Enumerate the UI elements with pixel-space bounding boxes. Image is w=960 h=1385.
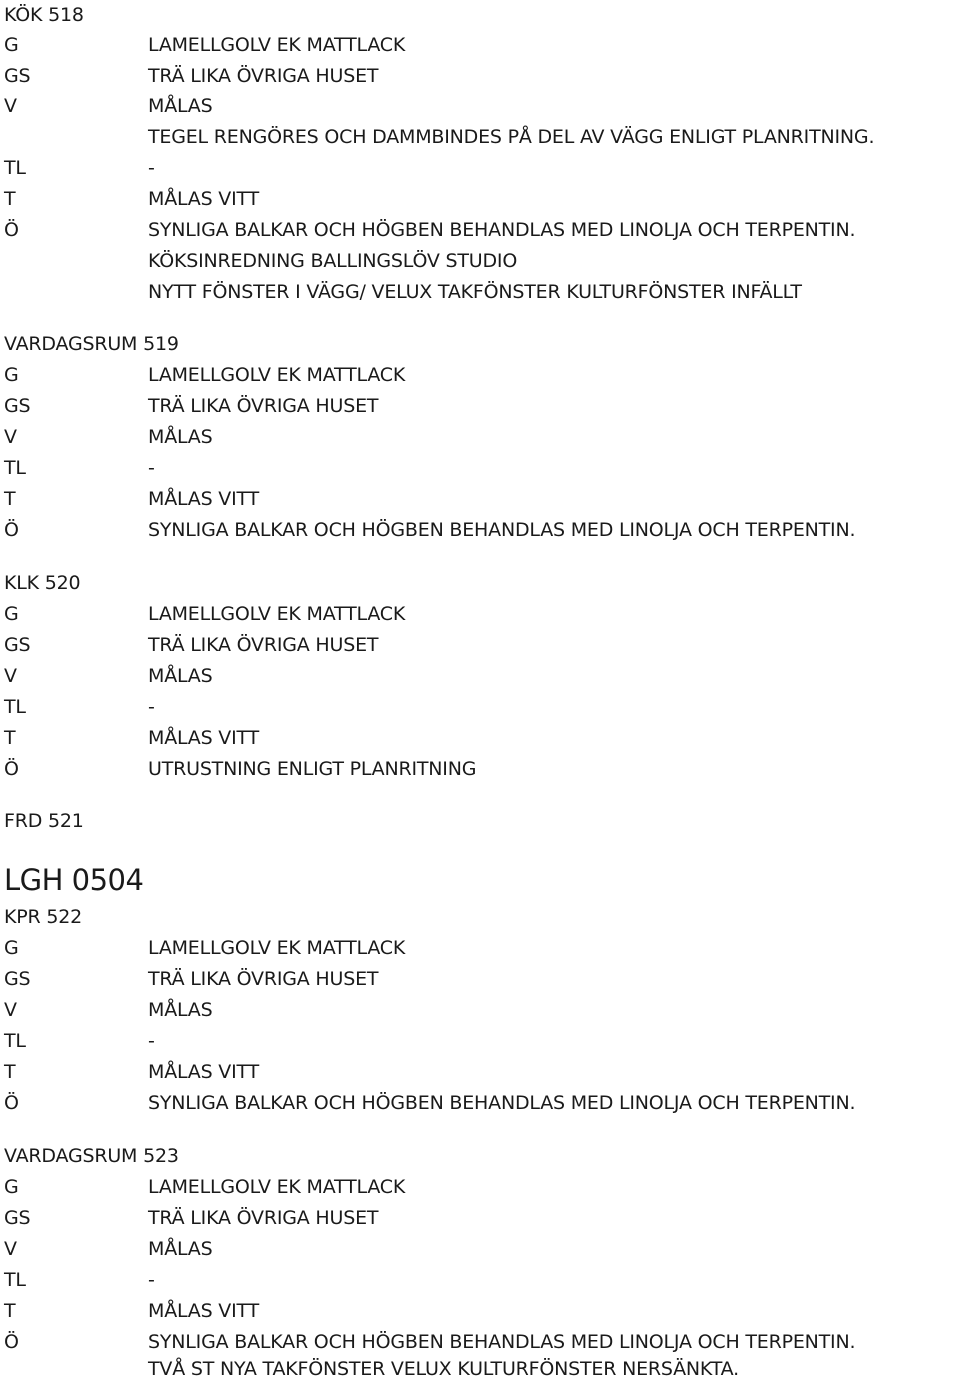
row-text: -: [148, 157, 155, 179]
row-code: V: [4, 426, 17, 448]
room-heading-frd-521: FRD 521: [4, 810, 84, 832]
row-code: GS: [4, 395, 31, 417]
row-text: KÖKSINREDNING BALLINGSLÖV STUDIO: [148, 250, 518, 272]
row-text: LAMELLGOLV EK MATTLACK: [148, 603, 406, 625]
row-code: TL: [4, 157, 26, 179]
row-code: V: [4, 665, 17, 687]
row-text: NYTT FÖNSTER I VÄGG/ VELUX TAKFÖNSTER KULTURFÖNSTER INFÄLLT: [148, 281, 802, 303]
row-text: UTRUSTNING ENLIGT PLANRITNING: [148, 758, 477, 780]
row-code: Ö: [4, 1092, 19, 1114]
row-code: TL: [4, 1269, 26, 1291]
row-code: Ö: [4, 758, 19, 780]
room-heading-vardagsrum-519: VARDAGSRUM 519: [4, 333, 179, 355]
row-code: TL: [4, 457, 26, 479]
row-code: V: [4, 95, 17, 117]
row-text: MÅLAS VITT: [148, 188, 259, 210]
row-text: MÅLAS VITT: [148, 1061, 259, 1083]
row-code: TL: [4, 1030, 26, 1052]
row-code: T: [4, 188, 16, 210]
room-heading-klk-520: KLK 520: [4, 572, 81, 594]
row-code: Ö: [4, 1331, 19, 1353]
row-code: V: [4, 999, 17, 1021]
row-text: SYNLIGA BALKAR OCH HÖGBEN BEHANDLAS MED LINOLJA OCH TERPENTIN.: [148, 1092, 856, 1114]
row-code: TL: [4, 696, 26, 718]
row-text: TVÅ ST NYA TAKFÖNSTER VELUX KULTURFÖNSTER NERSÄNKTA.: [148, 1358, 739, 1380]
row-text: TRÄ LIKA ÖVRIGA HUSET: [148, 968, 379, 990]
row-text: TRÄ LIKA ÖVRIGA HUSET: [148, 634, 379, 656]
row-text: LAMELLGOLV EK MATTLACK: [148, 364, 406, 386]
row-text: MÅLAS: [148, 95, 213, 117]
row-text: -: [148, 457, 155, 479]
row-text: MÅLAS: [148, 426, 213, 448]
row-code: GS: [4, 65, 31, 87]
row-text: -: [148, 696, 155, 718]
row-code: GS: [4, 968, 31, 990]
room-heading-vardagsrum-523: VARDAGSRUM 523: [4, 1145, 179, 1167]
row-text: TEGEL RENGÖRES OCH DAMMBINDES PÅ DEL AV VÄGG ENLIGT PLANRITNING.: [148, 126, 875, 148]
row-code: G: [4, 34, 19, 56]
row-text: TRÄ LIKA ÖVRIGA HUSET: [148, 395, 379, 417]
row-code: Ö: [4, 519, 19, 541]
row-text: LAMELLGOLV EK MATTLACK: [148, 937, 406, 959]
row-text: MÅLAS VITT: [148, 727, 259, 749]
row-code: GS: [4, 1207, 31, 1229]
row-code: T: [4, 1300, 16, 1322]
row-text: -: [148, 1030, 155, 1052]
row-code: GS: [4, 634, 31, 656]
row-code: G: [4, 603, 19, 625]
room-heading-kpr-522: KPR 522: [4, 906, 83, 928]
row-text: MÅLAS: [148, 665, 213, 687]
row-text: TRÄ LIKA ÖVRIGA HUSET: [148, 1207, 379, 1229]
row-text: SYNLIGA BALKAR OCH HÖGBEN BEHANDLAS MED LINOLJA OCH TERPENTIN.: [148, 519, 856, 541]
row-text: MÅLAS VITT: [148, 488, 259, 510]
row-text: SYNLIGA BALKAR OCH HÖGBEN BEHANDLAS MED LINOLJA OCH TERPENTIN.: [148, 1331, 856, 1353]
row-text: SYNLIGA BALKAR OCH HÖGBEN BEHANDLAS MED LINOLJA OCH TERPENTIN.: [148, 219, 856, 241]
row-code: Ö: [4, 219, 19, 241]
row-code: G: [4, 364, 19, 386]
row-text: MÅLAS VITT: [148, 1300, 259, 1322]
row-code: V: [4, 1238, 17, 1260]
row-text: MÅLAS: [148, 1238, 213, 1260]
row-code: G: [4, 937, 19, 959]
row-code: G: [4, 1176, 19, 1198]
row-text: TRÄ LIKA ÖVRIGA HUSET: [148, 65, 379, 87]
row-code: T: [4, 727, 16, 749]
room-heading-kok-518: KÖK 518: [4, 4, 84, 26]
row-text: -: [148, 1269, 155, 1291]
row-text: LAMELLGOLV EK MATTLACK: [148, 34, 406, 56]
apartment-title: LGH 0504: [4, 863, 144, 897]
row-text: MÅLAS: [148, 999, 213, 1021]
row-code: T: [4, 1061, 16, 1083]
row-text: LAMELLGOLV EK MATTLACK: [148, 1176, 406, 1198]
row-code: T: [4, 488, 16, 510]
